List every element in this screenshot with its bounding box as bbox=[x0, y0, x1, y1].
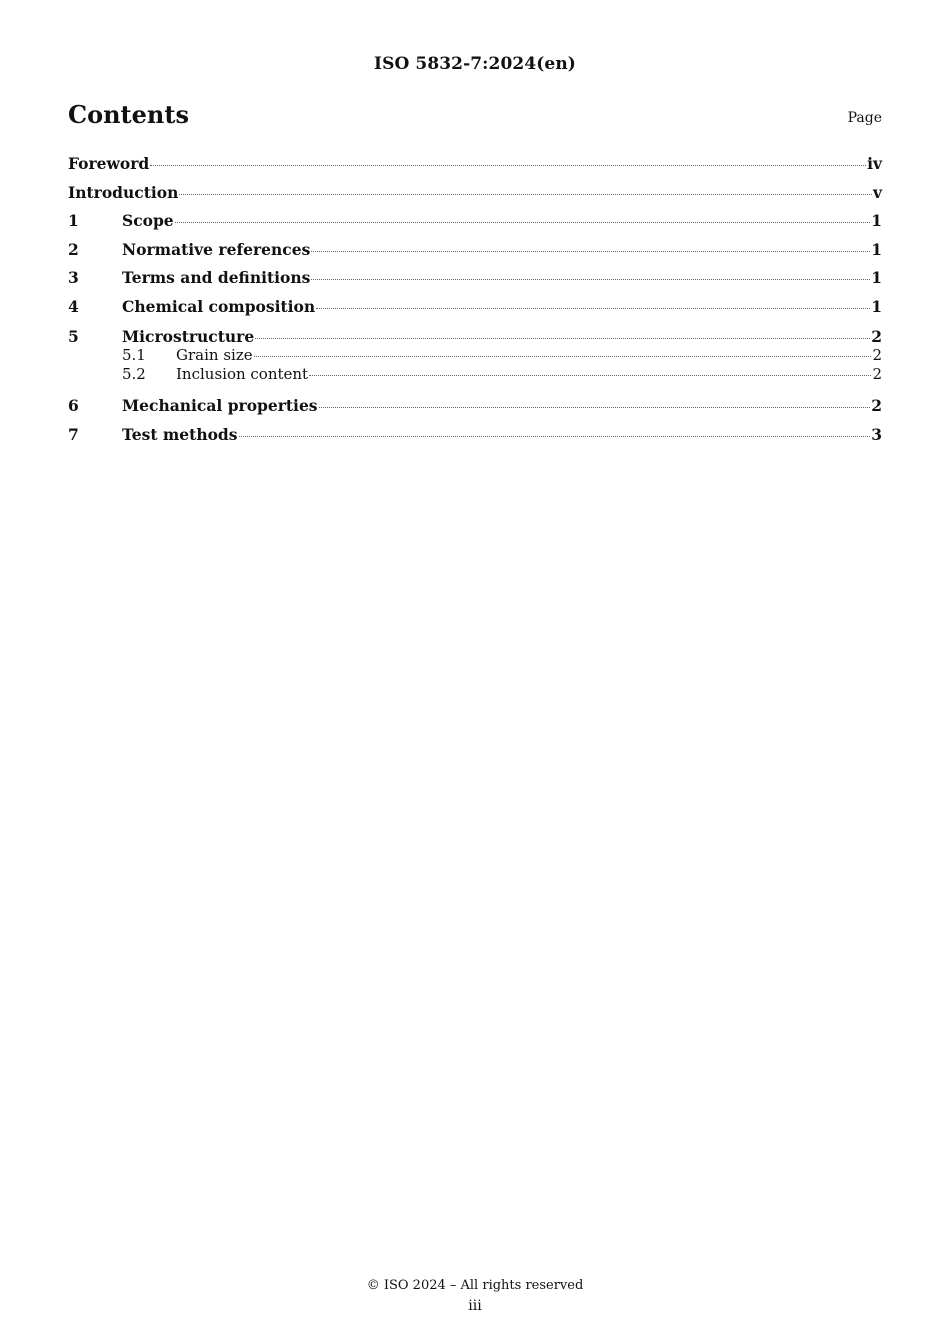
toc-leader-dots bbox=[179, 194, 872, 195]
toc-entry-page: 1 bbox=[871, 239, 882, 259]
toc-entry-title: Microstructure bbox=[122, 327, 255, 346]
toc-leader-dots bbox=[150, 165, 866, 166]
toc-entry-introduction[interactable] bbox=[68, 181, 882, 210]
toc-leader-dots bbox=[255, 338, 870, 339]
toc-entry-title: Introduction bbox=[68, 182, 179, 202]
toc-entry-page: 2 bbox=[871, 396, 882, 415]
toc-entry-title: Mechanical properties bbox=[122, 396, 318, 415]
toc-entry-title: Scope bbox=[122, 211, 174, 230]
toc-entry-number: 1 bbox=[68, 211, 79, 230]
toc-entry-number: 4 bbox=[68, 296, 79, 316]
toc-leader-dots bbox=[309, 375, 871, 376]
toc-entry-chemical-composition[interactable] bbox=[68, 295, 882, 324]
toc-entry-title: Chemical composition bbox=[122, 296, 316, 316]
toc-leader-dots bbox=[316, 308, 870, 309]
toc-entry-number: 6 bbox=[68, 396, 79, 415]
toc-entry-number: 2 bbox=[68, 239, 79, 259]
toc-entry-page: iv bbox=[867, 154, 882, 173]
toc-entry-page: 3 bbox=[871, 424, 882, 444]
toc-entry-terms-and-definitions[interactable] bbox=[68, 266, 882, 295]
toc-subentry-title: Grain size bbox=[176, 346, 253, 364]
toc-subentry-page: 2 bbox=[872, 365, 882, 383]
toc-subentry-number: 5.1 bbox=[122, 346, 146, 364]
toc-entry-page: 1 bbox=[871, 296, 882, 316]
toc-entry-number: 5 bbox=[68, 327, 79, 346]
contents-title: Contents bbox=[68, 100, 189, 129]
toc-leader-dots bbox=[311, 251, 870, 252]
document-id-header: ISO 5832-7:2024(en) bbox=[374, 54, 576, 74]
toc-entry-page: 1 bbox=[871, 211, 882, 230]
toc-entry-page: 2 bbox=[871, 327, 882, 346]
toc-entry-title: Terms and definitions bbox=[122, 268, 311, 287]
toc-subentry-title: Inclusion content bbox=[176, 365, 309, 383]
toc-subentry-inclusion-content[interactable] bbox=[68, 365, 882, 394]
toc-entry-microstructure[interactable] bbox=[68, 327, 882, 346]
toc-entry-foreword[interactable] bbox=[68, 152, 882, 181]
page-number: iii bbox=[468, 1298, 482, 1314]
toc-leader-dots bbox=[311, 279, 870, 280]
toc-entry-title: Normative references bbox=[122, 239, 311, 259]
toc-entry-title: Test methods bbox=[122, 424, 238, 444]
toc-entry-normative-references[interactable] bbox=[68, 238, 882, 267]
toc-entry-number: 7 bbox=[68, 424, 79, 444]
toc-entry-test-methods[interactable] bbox=[68, 423, 882, 452]
toc-entry-page: 1 bbox=[871, 268, 882, 287]
table-of-contents bbox=[68, 152, 882, 451]
toc-leader-dots bbox=[239, 436, 871, 437]
toc-leader-dots bbox=[319, 407, 871, 408]
copyright-notice: © ISO 2024 – All rights reserved bbox=[366, 1278, 584, 1293]
toc-entry-number: 3 bbox=[68, 268, 79, 287]
toc-subentry-page: 2 bbox=[872, 346, 882, 364]
page-footer bbox=[0, 1276, 950, 1316]
toc-leader-dots bbox=[175, 222, 871, 223]
page-column-label: Page bbox=[847, 110, 882, 126]
toc-subentry-grain-size[interactable] bbox=[68, 346, 882, 365]
toc-entry-scope[interactable] bbox=[68, 209, 882, 238]
toc-leader-dots bbox=[254, 356, 872, 357]
toc-entry-title: Foreword bbox=[68, 154, 150, 173]
toc-subentry-number: 5.2 bbox=[122, 365, 146, 383]
toc-entry-page: v bbox=[872, 182, 882, 202]
toc-entry-mechanical-properties[interactable] bbox=[68, 394, 882, 423]
